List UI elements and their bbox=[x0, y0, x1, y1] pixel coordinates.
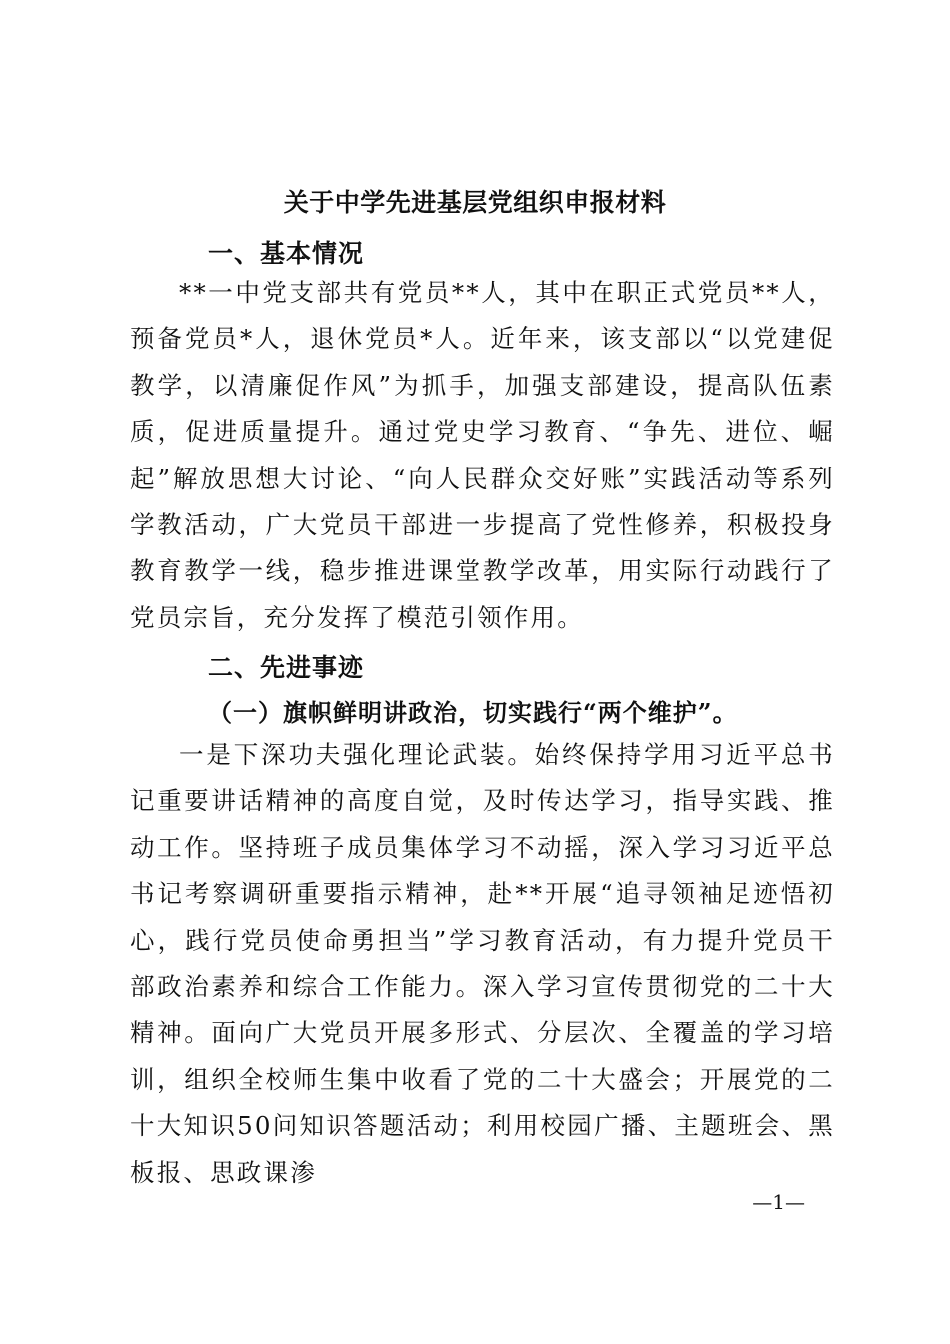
subsection-heading-politics: （一）旗帜鲜明讲政治，切实践行“两个维护”。 bbox=[208, 698, 738, 727]
page-number-text: —1— bbox=[752, 1190, 805, 1214]
document-title: 关于中学先进基层党组织申报材料 bbox=[283, 188, 667, 217]
paragraph-theory: 一是下深功夫强化理论武装。始终保持学用习近平总书记重要讲话精神的高度自觉，及时传达学习，指导实践、推动工作。坚持班子成员集体学习不动摇，深入学习习近平总书记考察调研重要指示精神，赴**开展“追寻领袖足迹悟初心，践行党员使命勇担当”学习教育活动，有力提升党员干部政治素养和综合工作能力。深入学习宣传贯彻党的二十大精神。面向广大党员开展多形式、分层次、全覆盖的学习培训，组织全校师生集中收看了党的二十大盛会；开展党的二十大知识50问知识答题活动；利用校园广播、主题班会、黑板报、思政课渗 bbox=[130, 740, 835, 1187]
paragraph-basic-info: **一中党支部共有党员**人，其中在职正式党员**人，预备党员*人，退休党员*人。近年来，该支部以“以党建促教学，以清廉促作风”为抓手，加强支部建设，提高队伍素质，促进质量提升。通过党史学习教育、“争先、进位、崛起”解放思想大讨论、“向人民群众交好账”实践活动等系列学教活动，广大党员干部进一步提高了党性修养，积极投身教育教学一线，稳步推进课堂教学改革，用实际行动践行了党员宗旨，充分发挥了模范引领作用。 bbox=[130, 278, 835, 632]
section-heading-basic-info: 一、基本情况 bbox=[208, 239, 365, 268]
section-heading-achievements: 二、先进事迹 bbox=[208, 653, 365, 682]
